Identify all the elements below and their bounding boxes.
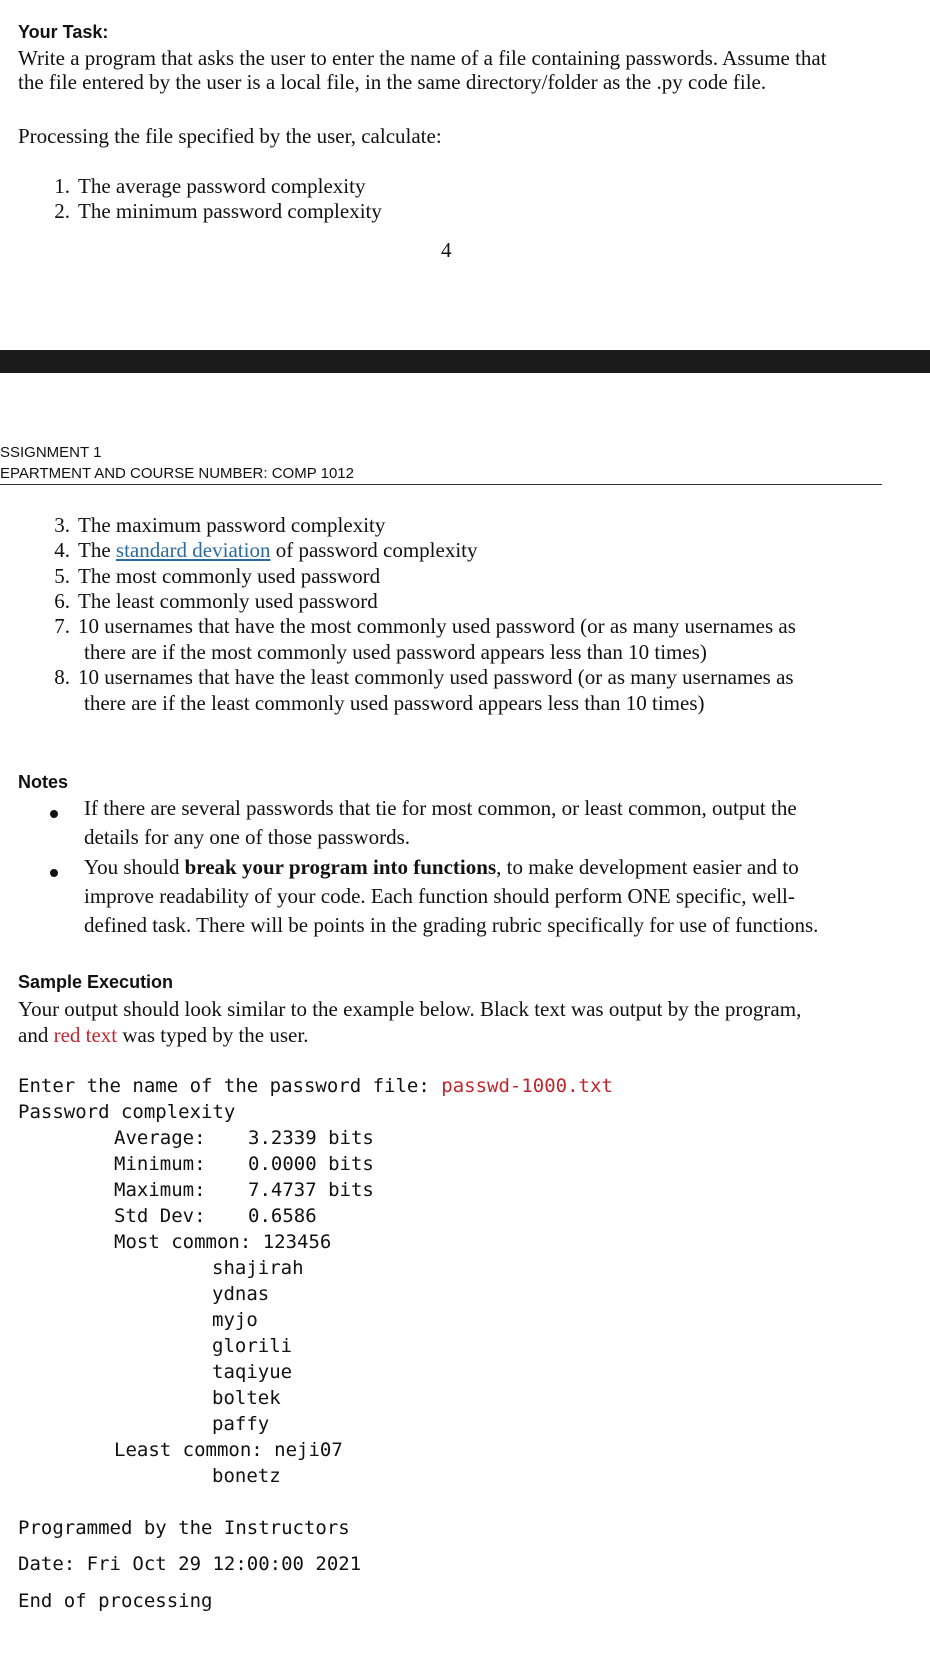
stat-label: Minimum:	[114, 1153, 206, 1175]
list-number: 7.	[54, 614, 70, 638]
username: shajirah	[212, 1257, 304, 1279]
sample-heading: Sample Execution	[18, 972, 174, 992]
stat-value: 0.0000 bits	[248, 1153, 374, 1175]
stat-value: 0.6586	[248, 1205, 317, 1227]
sample-text-pre: and	[18, 1023, 54, 1047]
programmed-by: Programmed by the Instructors	[18, 1517, 350, 1539]
list-text-pre: The	[78, 538, 116, 562]
least-common-line: Least common: neji07	[114, 1439, 343, 1461]
list-item	[40, 173, 365, 199]
list-text-post: of password complexity	[270, 538, 478, 562]
username: bonetz	[212, 1465, 281, 1487]
stat-value: 7.4737 bits	[248, 1179, 374, 1201]
note-text: improve readability of your code. Each function should perform ONE specific, well-	[84, 884, 795, 908]
processing-text: Processing the file specified by the user, calculate:	[18, 124, 442, 148]
note-text-post: , to make development easier and to	[496, 855, 799, 879]
username: paffy	[212, 1413, 270, 1435]
intro-line-2: the file entered by the user is a local file, in the same directory/folder as the .py code file.	[18, 70, 767, 94]
stat-label: Average:	[114, 1127, 206, 1149]
bullet-icon	[50, 864, 58, 882]
list-number: 2.	[54, 199, 70, 223]
sample-text-post: was typed by the user.	[117, 1023, 309, 1047]
note-text: defined task. There will be points in the grading rubric specifically for use of functions.	[84, 913, 819, 937]
username: taqiyue	[212, 1361, 293, 1383]
note-text-pre: You should	[84, 855, 185, 879]
sample-text: Your output should look similar to the example below. Black text was output by the program,	[18, 997, 802, 1021]
stat-value: 3.2339 bits	[248, 1127, 374, 1149]
list-item	[40, 537, 478, 563]
username: boltek	[212, 1387, 281, 1409]
list-number: 8.	[54, 665, 70, 689]
username: ydnas	[212, 1283, 270, 1305]
list-number: 4.	[54, 538, 70, 562]
list-number: 1.	[54, 174, 70, 198]
list-item	[40, 198, 382, 224]
header-rule	[0, 484, 882, 485]
page-break-bar	[0, 350, 930, 373]
list-text: The minimum password complexity	[78, 199, 382, 223]
list-item	[40, 563, 380, 589]
list-number: 6.	[54, 589, 70, 613]
list-text: 10 usernames that have the most commonly used password (or as many usernames as	[78, 614, 796, 638]
standard-deviation-link[interactable]: standard deviation	[115, 538, 271, 562]
stat-label: Maximum:	[114, 1179, 206, 1201]
list-text-continued: there are if the least commonly used password appears less than 10 times)	[84, 691, 705, 715]
user-input-text: passwd-1000.txt	[441, 1075, 613, 1097]
date-line: Date: Fri Oct 29 12:00:00 2021	[18, 1553, 362, 1575]
list-item	[40, 512, 385, 538]
sample-text	[18, 1022, 308, 1048]
note-text-bold: break your program into functions	[184, 855, 497, 879]
prompt-line	[18, 1073, 613, 1099]
red-text-sample: red text	[53, 1023, 118, 1047]
username: glorili	[212, 1335, 293, 1357]
username: myjo	[212, 1309, 258, 1331]
note-text: details for any one of those passwords.	[84, 825, 411, 849]
note-text: If there are several passwords that tie for most common, or least common, output the	[84, 796, 797, 820]
list-item	[40, 588, 378, 614]
list-text: The most commonly used password	[78, 564, 381, 588]
stat-label: Std Dev:	[114, 1205, 206, 1227]
list-text: The maximum password complexity	[78, 513, 386, 537]
list-item	[40, 664, 794, 690]
list-item	[40, 613, 796, 639]
intro-line-1: Write a program that asks the user to enter the name of a file containing passwords. Assume that	[18, 46, 827, 70]
complexity-title: Password complexity	[18, 1101, 236, 1123]
list-text: 10 usernames that have the least commonly used password (or as many usernames as	[78, 665, 794, 689]
department-header: EPARTMENT AND COURSE NUMBER: COMP 1012	[0, 465, 354, 482]
page-number: 4	[441, 238, 452, 262]
assignment-header: SSIGNMENT 1	[0, 444, 102, 461]
list-text: The average password complexity	[78, 174, 366, 198]
end-line: End of processing	[18, 1590, 213, 1612]
note-text	[84, 854, 799, 880]
list-text: The least commonly used password	[78, 589, 378, 613]
list-number: 3.	[54, 513, 70, 537]
list-number: 5.	[54, 564, 70, 588]
notes-heading: Notes	[18, 772, 69, 792]
bullet-icon	[50, 805, 58, 823]
prompt-text: Enter the name of the password file:	[18, 1075, 442, 1097]
most-common-line: Most common: 123456	[114, 1231, 332, 1253]
list-text-continued: there are if the most commonly used password appears less than 10 times)	[84, 640, 707, 664]
task-heading: Your Task:	[18, 22, 109, 42]
